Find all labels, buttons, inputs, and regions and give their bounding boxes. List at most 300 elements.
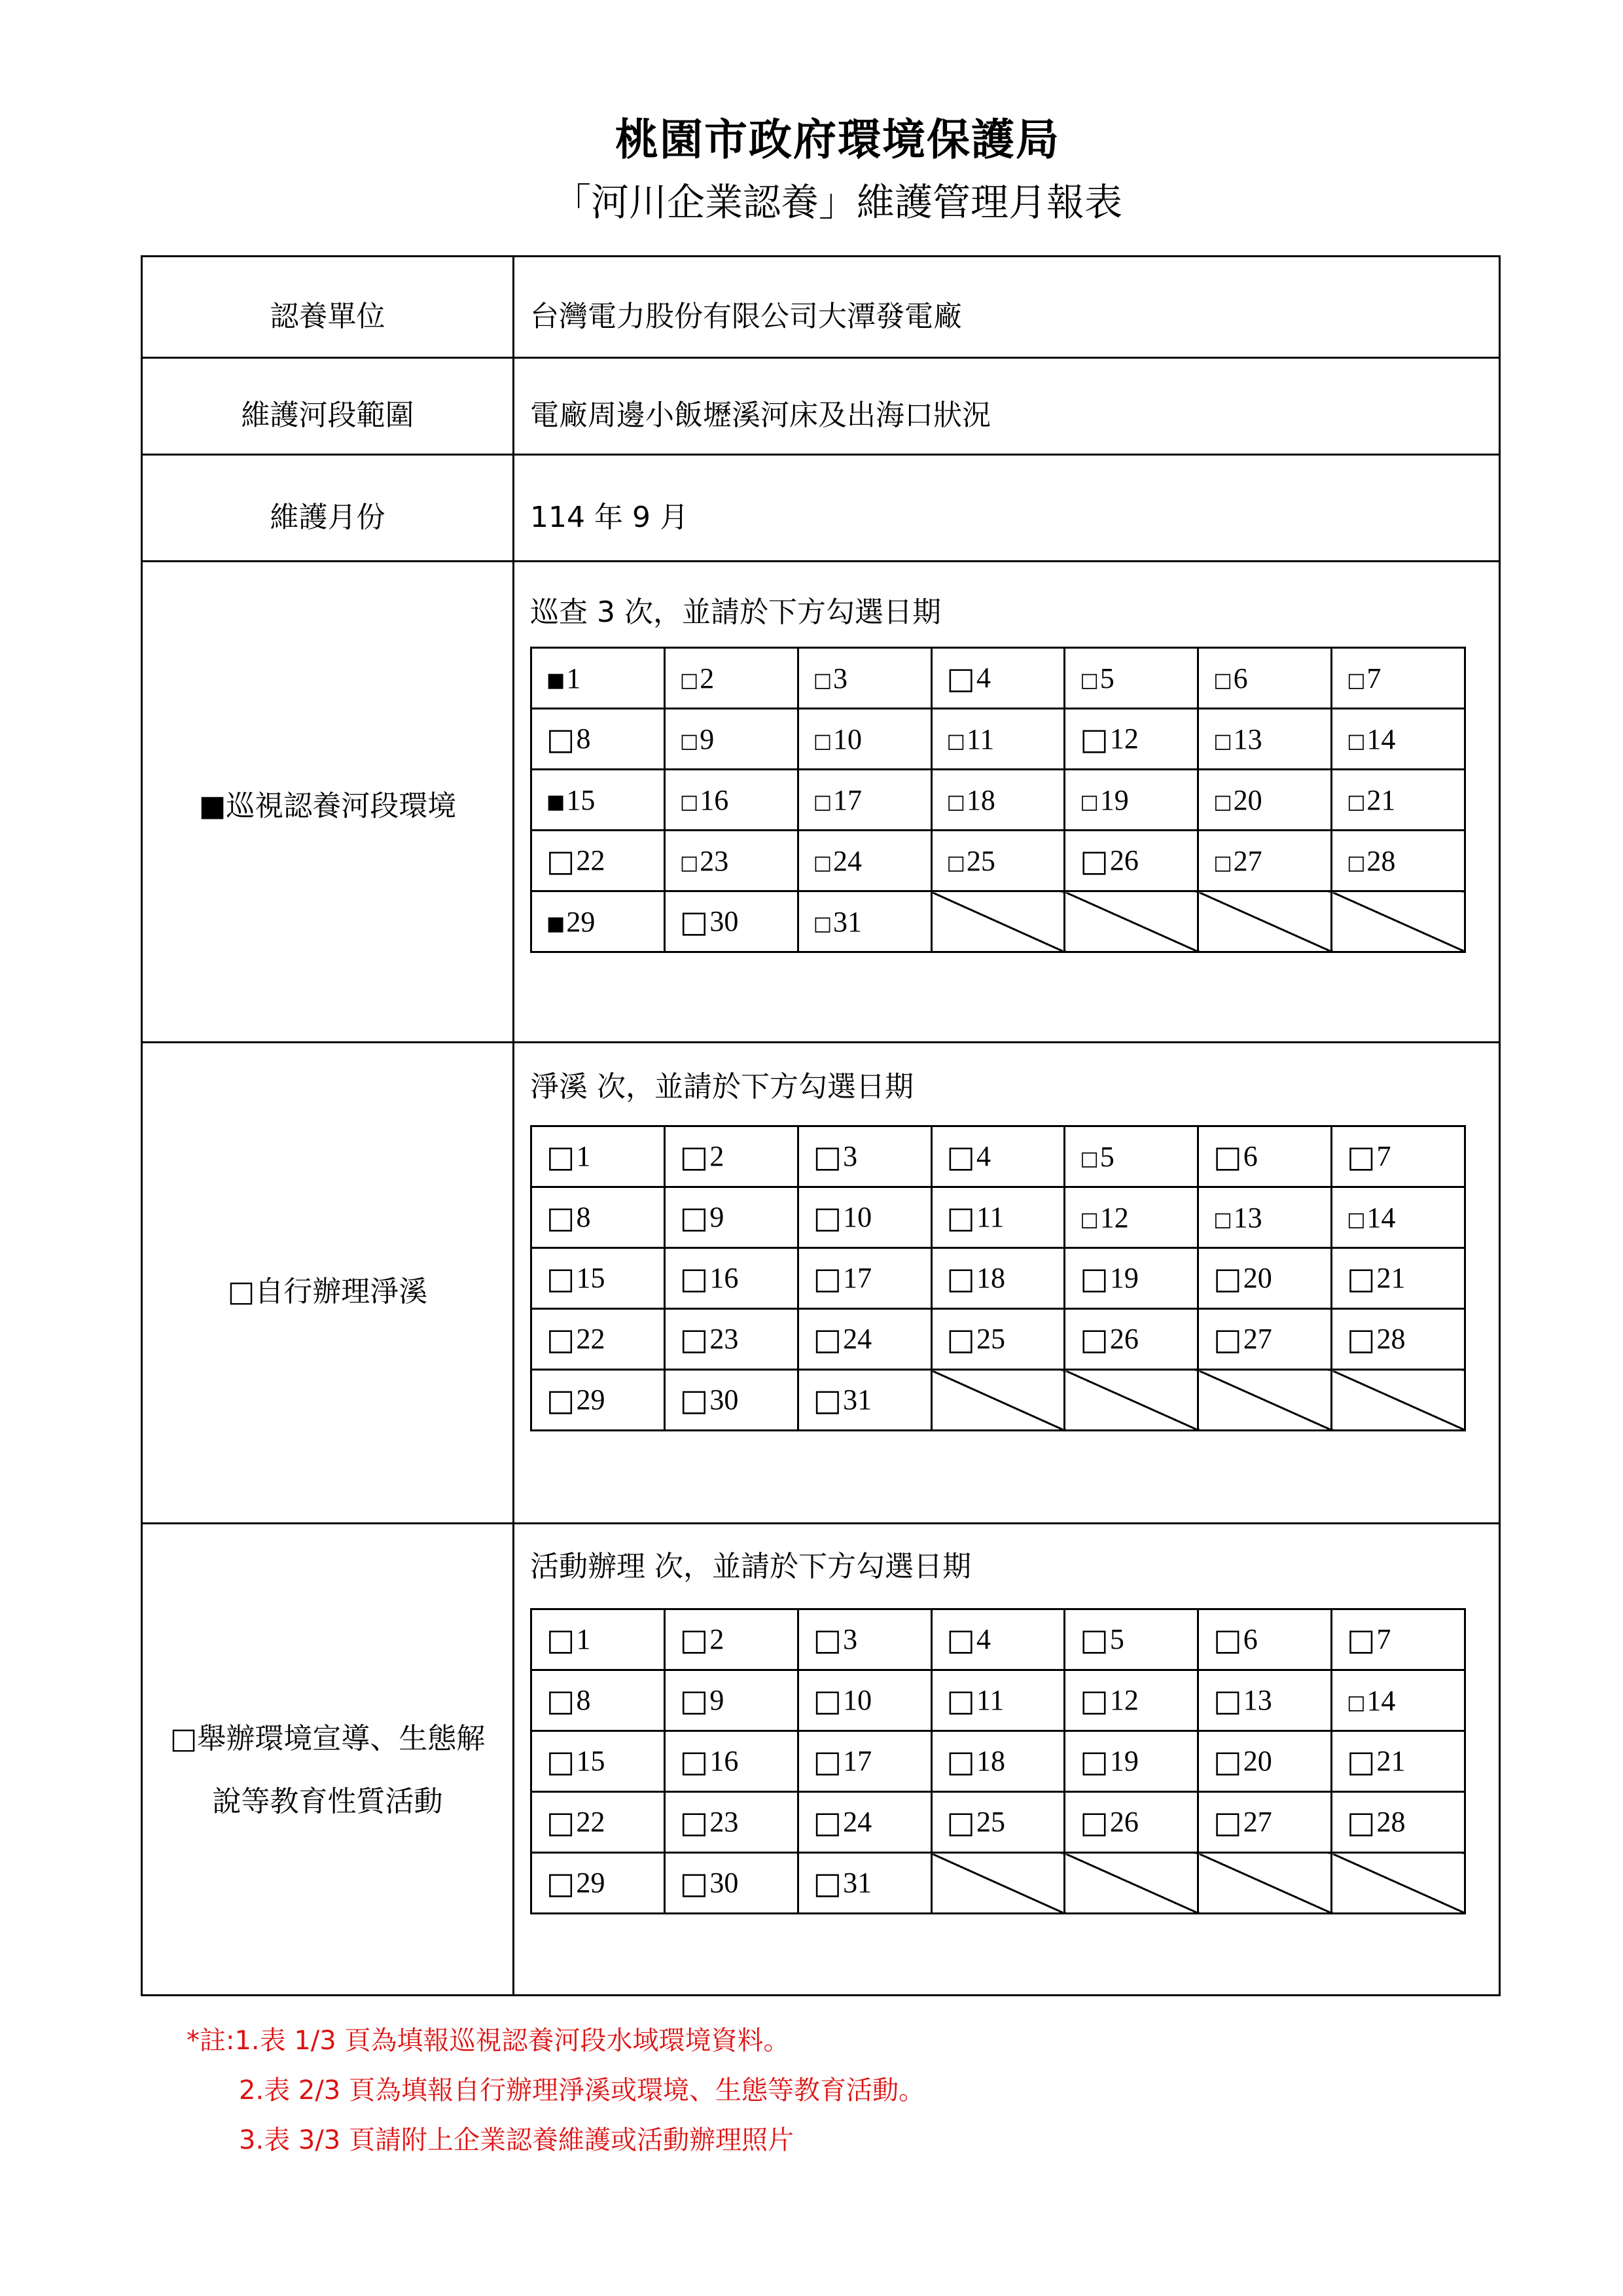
checkbox-icon: □ <box>679 1683 709 1718</box>
patrol-prompt: 巡查 3 次，並請於下方勾選日期 <box>530 596 941 629</box>
date-checkbox-4[interactable] <box>931 1609 1065 1670</box>
date-checkbox-16[interactable] <box>664 1248 798 1309</box>
patrol-label <box>143 775 512 838</box>
empty-date-cell <box>1198 1370 1332 1431</box>
date-checkbox-3[interactable] <box>798 1609 931 1670</box>
empty-date-cell <box>931 1370 1065 1431</box>
date-number: 17 <box>843 1262 872 1294</box>
date-number: 8 <box>576 1684 591 1716</box>
date-number: 20 <box>1233 783 1262 816</box>
date-number: 21 <box>1376 1262 1406 1294</box>
checkbox-icon: □ <box>946 1139 975 1174</box>
date-checkbox-15[interactable] <box>531 1248 665 1309</box>
empty-date-cell <box>1198 1853 1332 1914</box>
checkbox-icon: □ <box>813 1321 842 1357</box>
date-checkbox-22[interactable] <box>531 1309 665 1370</box>
date-checkbox-17[interactable] <box>798 1248 931 1309</box>
date-checkbox-27[interactable] <box>1198 1792 1332 1853</box>
date-number: 9 <box>709 1684 724 1716</box>
date-checkbox-18[interactable] <box>931 770 1065 831</box>
checkbox-icon: □ <box>813 1683 842 1718</box>
checkbox-icon: □ <box>679 904 709 939</box>
empty-date-cell <box>1332 891 1465 952</box>
date-number: 15 <box>566 783 596 816</box>
checkbox-icon: □ <box>546 1865 575 1901</box>
checkbox-icon: □ <box>679 1865 709 1901</box>
date-number: 26 <box>1109 1323 1139 1355</box>
date-number: 22 <box>576 1323 605 1355</box>
date-number: 31 <box>843 1867 872 1899</box>
activity-date-grid <box>530 1608 1466 1914</box>
date-number: 6 <box>1233 662 1248 694</box>
checkbox-icon: □ <box>1213 1622 1242 1657</box>
date-number: 16 <box>709 1745 739 1777</box>
checkbox-icon: □ <box>813 1382 842 1418</box>
date-number: 31 <box>833 905 863 938</box>
date-checkbox-14[interactable] <box>1332 1670 1465 1731</box>
checkbox-icon: □ <box>679 1139 709 1174</box>
date-grid-row <box>531 1792 1465 1853</box>
section-patrol <box>143 562 1499 1043</box>
date-number: 4 <box>976 662 991 694</box>
checkbox-icon: □ <box>546 721 575 757</box>
date-checkbox-26[interactable] <box>1065 831 1198 891</box>
date-checkbox-7[interactable] <box>1332 648 1465 709</box>
date-number: 3 <box>833 662 848 694</box>
date-number: 9 <box>709 1201 724 1233</box>
date-number: 31 <box>843 1384 872 1416</box>
checkbox-icon: □ <box>813 1261 842 1296</box>
date-checkbox-6[interactable] <box>1198 648 1332 709</box>
date-checkbox-9[interactable] <box>664 1187 798 1248</box>
month-value: 114 年 9 月 <box>530 501 688 534</box>
empty-date-cell <box>1332 1853 1465 1914</box>
checkbox-icon: □ <box>946 1804 975 1840</box>
date-checkbox-30[interactable] <box>664 891 798 952</box>
checkbox-icon: □ <box>1213 851 1232 874</box>
date-number: 26 <box>1109 1806 1139 1838</box>
date-checkbox-26[interactable] <box>1065 1792 1198 1853</box>
unit-label: 認養單位 <box>270 300 385 333</box>
date-checkbox-2[interactable] <box>664 1126 798 1187</box>
checkbox-icon: □ <box>1080 1261 1109 1296</box>
date-checkbox-13[interactable] <box>1198 709 1332 770</box>
date-number: 13 <box>1243 1684 1272 1716</box>
date-number: 7 <box>1376 1623 1391 1655</box>
date-number: 4 <box>976 1140 991 1172</box>
checkbox-icon: □ <box>679 1200 709 1235</box>
date-number: 14 <box>1366 723 1396 755</box>
checkbox-icon: □ <box>679 1622 709 1657</box>
date-checkbox-24[interactable] <box>798 1309 931 1370</box>
checkbox-icon: □ <box>679 729 699 753</box>
checkbox-icon: □ <box>679 1261 709 1296</box>
date-checkbox-4[interactable] <box>931 648 1065 709</box>
date-checkbox-17[interactable] <box>798 1731 931 1792</box>
checkbox-icon: □ <box>1347 1261 1376 1296</box>
date-grid-row <box>531 1609 1465 1670</box>
checkbox-icon: □ <box>1080 1683 1109 1718</box>
date-checkbox-7[interactable] <box>1332 1609 1465 1670</box>
cleanup-prompt: 淨溪 次，並請於下方勾選日期 <box>530 1070 914 1103</box>
date-checkbox-20[interactable] <box>1198 1731 1332 1792</box>
date-checkbox-19[interactable] <box>1065 1248 1198 1309</box>
date-checkbox-31[interactable] <box>798 1370 931 1431</box>
date-checkbox-31[interactable] <box>798 891 931 952</box>
checkbox-icon: □ <box>1213 1261 1242 1296</box>
checked-box-icon: ■ <box>546 912 565 935</box>
section-label-line: □舉辦環境宣導、生態解 <box>169 1722 486 1755</box>
date-number: 5 <box>1099 662 1115 694</box>
date-checkbox-20[interactable] <box>1198 1248 1332 1309</box>
date-checkbox-1[interactable] <box>531 648 665 709</box>
checkbox-icon: □ <box>679 1744 709 1779</box>
date-number: 20 <box>1243 1262 1272 1294</box>
date-number: 12 <box>1099 1201 1129 1234</box>
date-checkbox-16[interactable] <box>664 1731 798 1792</box>
date-checkbox-9[interactable] <box>664 709 798 770</box>
checkbox-icon: □ <box>813 1622 842 1657</box>
checkbox-icon: □ <box>813 790 832 814</box>
date-checkbox-8[interactable] <box>531 1670 665 1731</box>
checkbox-icon: □ <box>813 668 832 692</box>
checkbox-icon: □ <box>679 851 699 874</box>
checkbox-icon: □ <box>813 912 832 935</box>
date-checkbox-2[interactable] <box>664 648 798 709</box>
checkbox-icon: □ <box>1080 1147 1099 1170</box>
checkbox-icon: □ <box>546 843 575 878</box>
checkbox-icon: □ <box>1347 1691 1366 1714</box>
note-3: 3.表 3/3 頁請附上企業認養維護或活動辦理照片 <box>239 2125 794 2155</box>
cleanup-label <box>143 1261 512 1323</box>
checkbox-icon: □ <box>813 1804 842 1840</box>
cleanup-date-grid <box>530 1125 1466 1431</box>
date-number: 14 <box>1366 1684 1396 1717</box>
date-checkbox-11[interactable] <box>931 709 1065 770</box>
unit-row <box>143 257 1499 359</box>
checkbox-icon: □ <box>1080 1208 1099 1231</box>
date-checkbox-13[interactable] <box>1198 1670 1332 1731</box>
date-checkbox-3[interactable] <box>798 648 931 709</box>
date-checkbox-24[interactable] <box>798 831 931 891</box>
date-checkbox-6[interactable] <box>1198 1126 1332 1187</box>
date-number: 27 <box>1243 1323 1272 1355</box>
date-number: 2 <box>709 1140 724 1172</box>
checkbox-icon: □ <box>1347 1139 1376 1174</box>
date-checkbox-12[interactable] <box>1065 709 1198 770</box>
date-number: 11 <box>976 1201 1005 1233</box>
date-checkbox-20[interactable] <box>1198 770 1332 831</box>
month-label: 維護月份 <box>270 501 385 534</box>
checkbox-icon: □ <box>1213 1744 1242 1779</box>
checkbox-icon: □ <box>946 1200 975 1235</box>
date-checkbox-30[interactable] <box>664 1370 798 1431</box>
checkbox-icon: □ <box>1080 1804 1109 1840</box>
date-checkbox-23[interactable] <box>664 1792 798 1853</box>
date-checkbox-26[interactable] <box>1065 1309 1198 1370</box>
date-checkbox-12[interactable] <box>1065 1187 1198 1248</box>
checkbox-icon: □ <box>546 1382 575 1418</box>
date-grid-row <box>531 1309 1465 1370</box>
checkbox-icon: □ <box>946 790 965 814</box>
date-number: 15 <box>576 1262 605 1294</box>
date-number: 17 <box>843 1745 872 1777</box>
checkbox-icon: □ <box>546 1261 575 1296</box>
date-number: 25 <box>976 1806 1005 1838</box>
date-number: 11 <box>976 1684 1005 1716</box>
date-checkbox-8[interactable] <box>531 1187 665 1248</box>
date-number: 30 <box>709 905 739 937</box>
date-number: 6 <box>1243 1140 1258 1172</box>
date-number: 12 <box>1109 723 1139 755</box>
date-checkbox-15[interactable] <box>531 1731 665 1792</box>
checkbox-icon: □ <box>546 1200 575 1235</box>
date-number: 22 <box>576 844 605 876</box>
date-number: 30 <box>709 1867 739 1899</box>
date-checkbox-11[interactable] <box>931 1670 1065 1731</box>
section-label-line: □自行辦理淨溪 <box>227 1275 428 1308</box>
date-grid-row <box>531 709 1465 770</box>
checkbox-icon: □ <box>1213 1321 1242 1357</box>
date-number: 13 <box>1233 1201 1262 1234</box>
date-number: 1 <box>576 1140 591 1172</box>
checkbox-icon: □ <box>546 1804 575 1840</box>
range-value: 電廠周邊小飯壢溪河床及出海口狀況 <box>530 399 991 432</box>
date-checkbox-28[interactable] <box>1332 1309 1465 1370</box>
checkbox-icon: □ <box>946 1683 975 1718</box>
checkbox-icon: □ <box>1213 1683 1242 1718</box>
date-number: 2 <box>700 662 715 694</box>
checkbox-icon: □ <box>1347 729 1366 753</box>
date-checkbox-23[interactable] <box>664 831 798 891</box>
date-number: 20 <box>1243 1745 1272 1777</box>
date-number: 2 <box>709 1623 724 1655</box>
date-checkbox-21[interactable] <box>1332 1248 1465 1309</box>
patrol-date-grid <box>530 647 1466 953</box>
date-number: 5 <box>1109 1623 1124 1655</box>
checkbox-icon: □ <box>813 851 832 874</box>
date-checkbox-18[interactable] <box>931 1248 1065 1309</box>
checked-box-icon: ■ <box>546 790 565 814</box>
date-grid-row <box>531 1248 1465 1309</box>
note-2: 2.表 2/3 頁為填報自行辦理淨溪或環境、生態等教育活動。 <box>239 2075 925 2106</box>
date-checkbox-25[interactable] <box>931 831 1065 891</box>
date-number: 10 <box>833 723 863 755</box>
month-row <box>143 456 1499 562</box>
checkbox-icon: □ <box>946 1744 975 1779</box>
checkbox-icon: □ <box>1347 1208 1366 1231</box>
date-number: 29 <box>566 905 596 938</box>
date-checkbox-14[interactable] <box>1332 1187 1465 1248</box>
checkbox-icon: □ <box>679 790 699 814</box>
date-checkbox-23[interactable] <box>664 1309 798 1370</box>
date-checkbox-10[interactable] <box>798 1670 931 1731</box>
date-checkbox-21[interactable] <box>1332 1731 1465 1792</box>
date-grid-row <box>531 1731 1465 1792</box>
date-checkbox-19[interactable] <box>1065 1731 1198 1792</box>
date-grid-row <box>531 1853 1465 1914</box>
date-checkbox-25[interactable] <box>931 1792 1065 1853</box>
date-number: 28 <box>1376 1806 1406 1838</box>
date-number: 29 <box>576 1867 605 1899</box>
date-checkbox-1[interactable] <box>531 1126 665 1187</box>
date-number: 24 <box>843 1806 872 1838</box>
date-checkbox-24[interactable] <box>798 1792 931 1853</box>
date-checkbox-17[interactable] <box>798 770 931 831</box>
empty-date-cell <box>1332 1370 1465 1431</box>
date-number: 3 <box>843 1140 858 1172</box>
date-checkbox-28[interactable] <box>1332 831 1465 891</box>
date-checkbox-25[interactable] <box>931 1309 1065 1370</box>
date-number: 1 <box>566 662 581 694</box>
date-number: 22 <box>576 1806 605 1838</box>
checkbox-icon: □ <box>1347 1622 1376 1657</box>
date-checkbox-16[interactable] <box>664 770 798 831</box>
date-number: 16 <box>700 783 729 816</box>
date-number: 16 <box>709 1262 739 1294</box>
checked-box-icon: ■ <box>546 668 565 692</box>
date-checkbox-10[interactable] <box>798 709 931 770</box>
checkbox-icon: □ <box>813 1865 842 1901</box>
date-checkbox-22[interactable] <box>531 831 665 891</box>
date-checkbox-10[interactable] <box>798 1187 931 1248</box>
date-checkbox-5[interactable] <box>1065 1126 1198 1187</box>
checkbox-icon: □ <box>546 1744 575 1779</box>
date-checkbox-6[interactable] <box>1198 1609 1332 1670</box>
date-checkbox-21[interactable] <box>1332 770 1465 831</box>
date-checkbox-22[interactable] <box>531 1792 665 1853</box>
date-checkbox-27[interactable] <box>1198 1309 1332 1370</box>
date-number: 28 <box>1376 1323 1406 1355</box>
date-checkbox-12[interactable] <box>1065 1670 1198 1731</box>
range-row <box>143 359 1499 456</box>
date-number: 7 <box>1366 662 1382 694</box>
empty-date-cell <box>931 891 1065 952</box>
checkbox-icon: □ <box>1213 729 1232 753</box>
date-grid-row <box>531 1670 1465 1731</box>
footnotes <box>187 2016 925 2165</box>
date-checkbox-9[interactable] <box>664 1670 798 1731</box>
date-number: 4 <box>976 1623 991 1655</box>
checkbox-icon: □ <box>1080 843 1109 878</box>
date-number: 24 <box>833 844 863 877</box>
date-number: 30 <box>709 1384 739 1416</box>
section-activity <box>143 1524 1499 1998</box>
date-number: 18 <box>976 1745 1005 1777</box>
date-grid-row <box>531 1126 1465 1187</box>
checkbox-icon: □ <box>1213 1139 1242 1174</box>
date-checkbox-19[interactable] <box>1065 770 1198 831</box>
date-number: 8 <box>576 723 591 755</box>
date-checkbox-5[interactable] <box>1065 648 1198 709</box>
date-grid-row <box>531 1187 1465 1248</box>
date-number: 10 <box>843 1684 872 1716</box>
activity-prompt: 活動辦理 次，並請於下方勾選日期 <box>530 1550 971 1583</box>
date-checkbox-29[interactable] <box>531 891 665 952</box>
date-checkbox-11[interactable] <box>931 1187 1065 1248</box>
date-grid-row <box>531 1370 1465 1431</box>
date-number: 24 <box>843 1323 872 1355</box>
empty-date-cell <box>1065 891 1198 952</box>
checkbox-icon: □ <box>1080 1622 1109 1657</box>
date-checkbox-27[interactable] <box>1198 831 1332 891</box>
checkbox-icon: □ <box>1347 851 1366 874</box>
checkbox-icon: □ <box>546 1139 575 1174</box>
date-number: 23 <box>709 1806 739 1838</box>
date-checkbox-5[interactable] <box>1065 1609 1198 1670</box>
checkbox-icon: □ <box>679 1804 709 1840</box>
checkbox-icon: □ <box>813 1139 842 1174</box>
date-number: 21 <box>1366 783 1396 816</box>
date-number: 13 <box>1233 723 1262 755</box>
date-checkbox-2[interactable] <box>664 1609 798 1670</box>
checkbox-icon: □ <box>546 1321 575 1357</box>
date-number: 26 <box>1109 844 1139 876</box>
date-number: 18 <box>976 1262 1005 1294</box>
date-grid-row <box>531 831 1465 891</box>
date-number: 9 <box>700 723 715 755</box>
checkbox-icon: □ <box>1213 1208 1232 1231</box>
date-checkbox-31[interactable] <box>798 1853 931 1914</box>
checkbox-icon: □ <box>1347 1321 1376 1357</box>
empty-date-cell <box>1198 891 1332 952</box>
date-number: 12 <box>1109 1684 1139 1716</box>
checkbox-icon: □ <box>1213 790 1232 814</box>
date-number: 21 <box>1376 1745 1406 1777</box>
checkbox-icon: □ <box>813 1744 842 1779</box>
date-number: 23 <box>700 844 729 877</box>
checkbox-icon: □ <box>1347 668 1366 692</box>
date-number: 17 <box>833 783 863 816</box>
report-form <box>141 255 1501 1996</box>
date-checkbox-15[interactable] <box>531 770 665 831</box>
date-checkbox-4[interactable] <box>931 1126 1065 1187</box>
date-checkbox-18[interactable] <box>931 1731 1065 1792</box>
date-checkbox-28[interactable] <box>1332 1792 1465 1853</box>
checkbox-icon: □ <box>813 1200 842 1235</box>
range-label: 維護河段範圍 <box>241 399 414 432</box>
page-title: 桃園市政府環境保護局 <box>615 115 1060 165</box>
empty-date-cell <box>931 1853 1065 1914</box>
checkbox-icon: □ <box>1347 790 1366 814</box>
date-grid-row <box>531 891 1465 952</box>
checkbox-icon: □ <box>1080 668 1099 692</box>
date-number: 18 <box>966 783 995 816</box>
section-cleanup <box>143 1043 1499 1524</box>
date-checkbox-3[interactable] <box>798 1126 931 1187</box>
date-checkbox-30[interactable] <box>664 1853 798 1914</box>
date-number: 10 <box>843 1201 872 1233</box>
date-grid-row <box>531 648 1465 709</box>
checkbox-icon: □ <box>1080 790 1099 814</box>
date-checkbox-13[interactable] <box>1198 1187 1332 1248</box>
checkbox-icon: □ <box>1213 668 1232 692</box>
checkbox-icon: □ <box>679 668 699 692</box>
date-checkbox-8[interactable] <box>531 709 665 770</box>
date-checkbox-1[interactable] <box>531 1609 665 1670</box>
checkbox-icon: □ <box>946 660 975 696</box>
date-checkbox-7[interactable] <box>1332 1126 1465 1187</box>
empty-date-cell <box>1065 1853 1198 1914</box>
date-checkbox-14[interactable] <box>1332 709 1465 770</box>
checkbox-icon: □ <box>1347 1804 1376 1840</box>
checkbox-icon: □ <box>1347 1744 1376 1779</box>
checkbox-icon: □ <box>679 1321 709 1357</box>
date-checkbox-29[interactable] <box>531 1370 665 1431</box>
date-checkbox-29[interactable] <box>531 1853 665 1914</box>
date-number: 6 <box>1243 1623 1258 1655</box>
empty-date-cell <box>1065 1370 1198 1431</box>
